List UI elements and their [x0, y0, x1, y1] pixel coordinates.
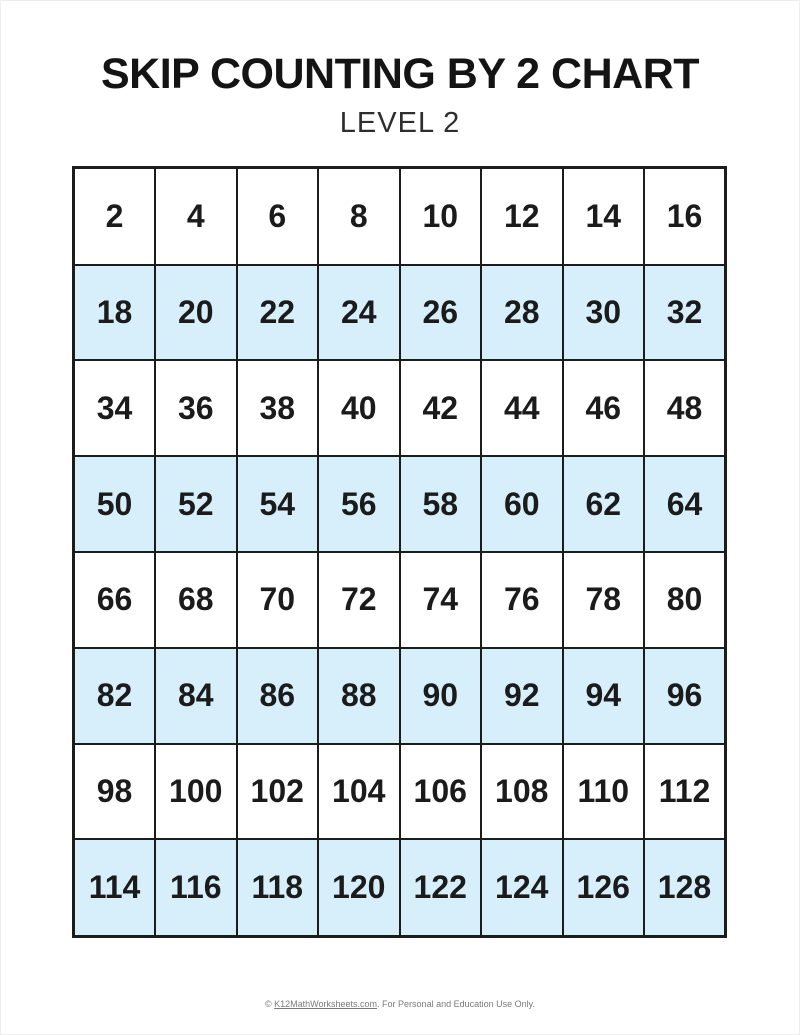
skip-counting-grid: [72, 166, 727, 938]
grid-row: [74, 168, 726, 265]
grid-row: [74, 744, 726, 840]
grid-cell: 118: [237, 839, 319, 936]
grid-cell: 88: [318, 648, 400, 744]
grid-cell: 64: [644, 456, 726, 552]
grid-cell: 92: [481, 648, 563, 744]
grid-cell: 24: [318, 265, 400, 361]
grid-cell: 114: [74, 839, 156, 936]
grid-cell: 32: [644, 265, 726, 361]
grid-cell: 106: [400, 744, 482, 840]
grid-row: [74, 360, 726, 456]
grid-cell: 116: [155, 839, 237, 936]
grid-cell: 96: [644, 648, 726, 744]
grid-cell: 124: [481, 839, 563, 936]
grid-cell: 58: [400, 456, 482, 552]
grid-cell: 4: [155, 168, 237, 265]
grid-cell: 108: [481, 744, 563, 840]
grid-row: [74, 839, 726, 936]
grid-cell: 34: [74, 360, 156, 456]
grid-cell: 80: [644, 552, 726, 648]
grid-cell: 68: [155, 552, 237, 648]
grid-cell: 82: [74, 648, 156, 744]
grid-row: [74, 552, 726, 648]
grid-cell: 104: [318, 744, 400, 840]
skip-counting-grid-body: [74, 168, 726, 937]
grid-cell: 22: [237, 265, 319, 361]
grid-cell: 62: [563, 456, 645, 552]
grid-row: [74, 648, 726, 744]
grid-cell: 78: [563, 552, 645, 648]
grid-cell: 42: [400, 360, 482, 456]
grid-cell: 126: [563, 839, 645, 936]
grid-row: [74, 456, 726, 552]
grid-cell: 128: [644, 839, 726, 936]
grid-cell: 8: [318, 168, 400, 265]
grid-cell: 74: [400, 552, 482, 648]
grid-cell: 76: [481, 552, 563, 648]
grid-cell: 84: [155, 648, 237, 744]
grid-cell: 18: [74, 265, 156, 361]
grid-cell: 120: [318, 839, 400, 936]
grid-cell: 38: [237, 360, 319, 456]
page-subtitle: LEVEL 2: [339, 107, 461, 139]
grid-cell: 90: [400, 648, 482, 744]
footer: [0, 999, 800, 1009]
grid-cell: 100: [155, 744, 237, 840]
grid-cell: 94: [563, 648, 645, 744]
grid-cell: 70: [237, 552, 319, 648]
grid-cell: 12: [481, 168, 563, 265]
grid-cell: 14: [563, 168, 645, 265]
grid-cell: 20: [155, 265, 237, 361]
grid-cell: 28: [481, 265, 563, 361]
grid-cell: 26: [400, 265, 482, 361]
footer-usage-note: . For Personal and Education Use Only.: [377, 999, 535, 1009]
grid-row: [74, 265, 726, 361]
page-title: SKIP COUNTING BY 2 CHART: [100, 50, 700, 98]
grid-cell: 98: [74, 744, 156, 840]
grid-cell: 48: [644, 360, 726, 456]
grid-cell: 50: [74, 456, 156, 552]
grid-cell: 122: [400, 839, 482, 936]
grid-cell: 54: [237, 456, 319, 552]
grid-cell: 10: [400, 168, 482, 265]
grid-cell: 6: [237, 168, 319, 265]
grid-cell: 30: [563, 265, 645, 361]
grid-cell: 102: [237, 744, 319, 840]
grid-cell: 66: [74, 552, 156, 648]
grid-cell: 86: [237, 648, 319, 744]
grid-cell: 110: [563, 744, 645, 840]
grid-cell: 36: [155, 360, 237, 456]
footer-copyright: ©: [265, 999, 275, 1009]
grid-cell: 46: [563, 360, 645, 456]
grid-cell: 40: [318, 360, 400, 456]
grid-cell: 60: [481, 456, 563, 552]
grid-cell: 16: [644, 168, 726, 265]
grid-cell: 2: [74, 168, 156, 265]
grid-cell: 72: [318, 552, 400, 648]
grid-cell: 52: [155, 456, 237, 552]
grid-cell: 44: [481, 360, 563, 456]
grid-cell: 56: [318, 456, 400, 552]
footer-link[interactable]: K12MathWorksheets.com: [274, 999, 378, 1009]
grid-cell: 112: [644, 744, 726, 840]
